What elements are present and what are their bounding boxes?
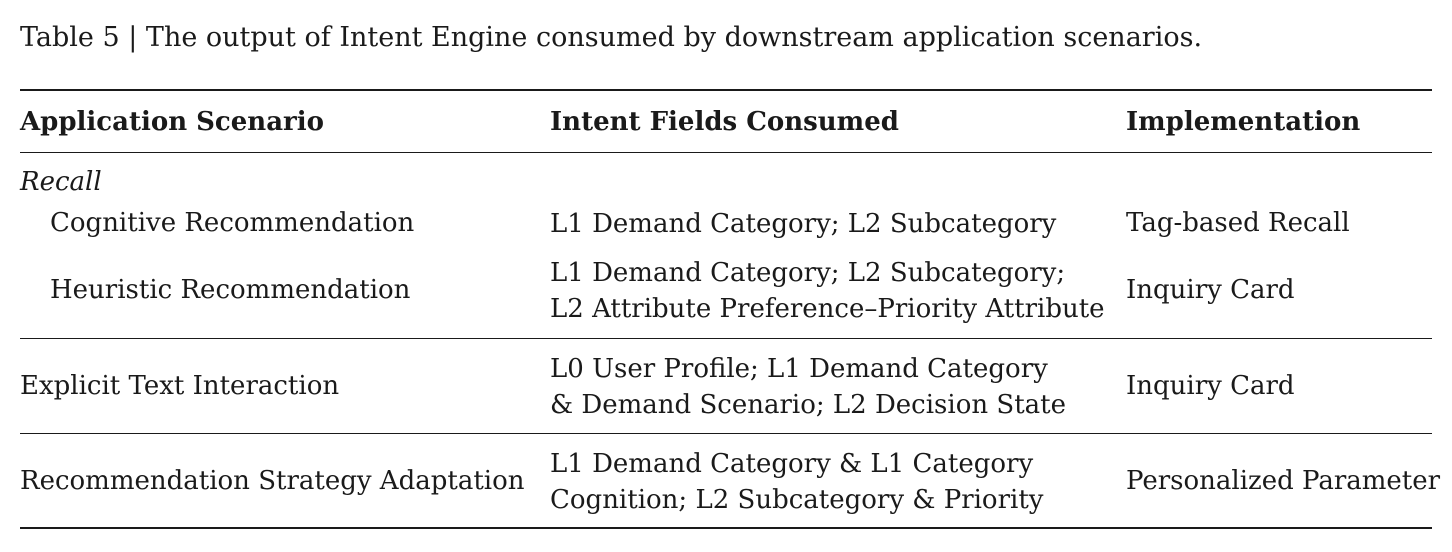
bottom-rule	[20, 527, 1432, 529]
table-row-implementation: Personalized Parameter	[1126, 466, 1441, 496]
table-row-fields: L0 User Profile; L1 Demand Category	[550, 354, 1048, 384]
header-rule	[20, 152, 1432, 153]
table-row-scenario: Cognitive Recommendation	[50, 208, 415, 238]
table-row-scenario: Recommendation Strategy Adaptation	[20, 466, 525, 496]
group-label-recall: Recall	[20, 167, 102, 197]
header-implementation: Implementation	[1126, 107, 1361, 137]
table-row-fields: L1 Demand Category; L2 Subcategory	[550, 209, 1057, 239]
table-row-implementation: Inquiry Card	[1126, 275, 1295, 305]
table-row-fields: Cognition; L2 Subcategory & Priority	[550, 485, 1044, 515]
table-row-implementation: Tag-based Recall	[1126, 208, 1350, 238]
table-row-scenario: Explicit Text Interaction	[20, 371, 340, 401]
table-caption: Table 5 | The output of Intent Engine consumed by downstream application scenarios.	[20, 22, 1203, 53]
table-row-fields: L1 Demand Category & L1 Category	[550, 449, 1034, 479]
row-divider	[20, 338, 1432, 339]
top-rule	[20, 89, 1432, 91]
header-application-scenario: Application Scenario	[20, 107, 324, 137]
row-divider	[20, 433, 1432, 434]
table-row-scenario: Heuristic Recommendation	[50, 275, 411, 305]
table-row-fields: L1 Demand Category; L2 Subcategory;	[550, 258, 1066, 288]
table-row-fields: & Demand Scenario; L2 Decision State	[550, 390, 1066, 420]
header-intent-fields-consumed: Intent Fields Consumed	[550, 107, 899, 137]
table-row-implementation: Inquiry Card	[1126, 371, 1295, 401]
table-row-fields: L2 Attribute Preference–Priority Attribute	[550, 294, 1105, 324]
